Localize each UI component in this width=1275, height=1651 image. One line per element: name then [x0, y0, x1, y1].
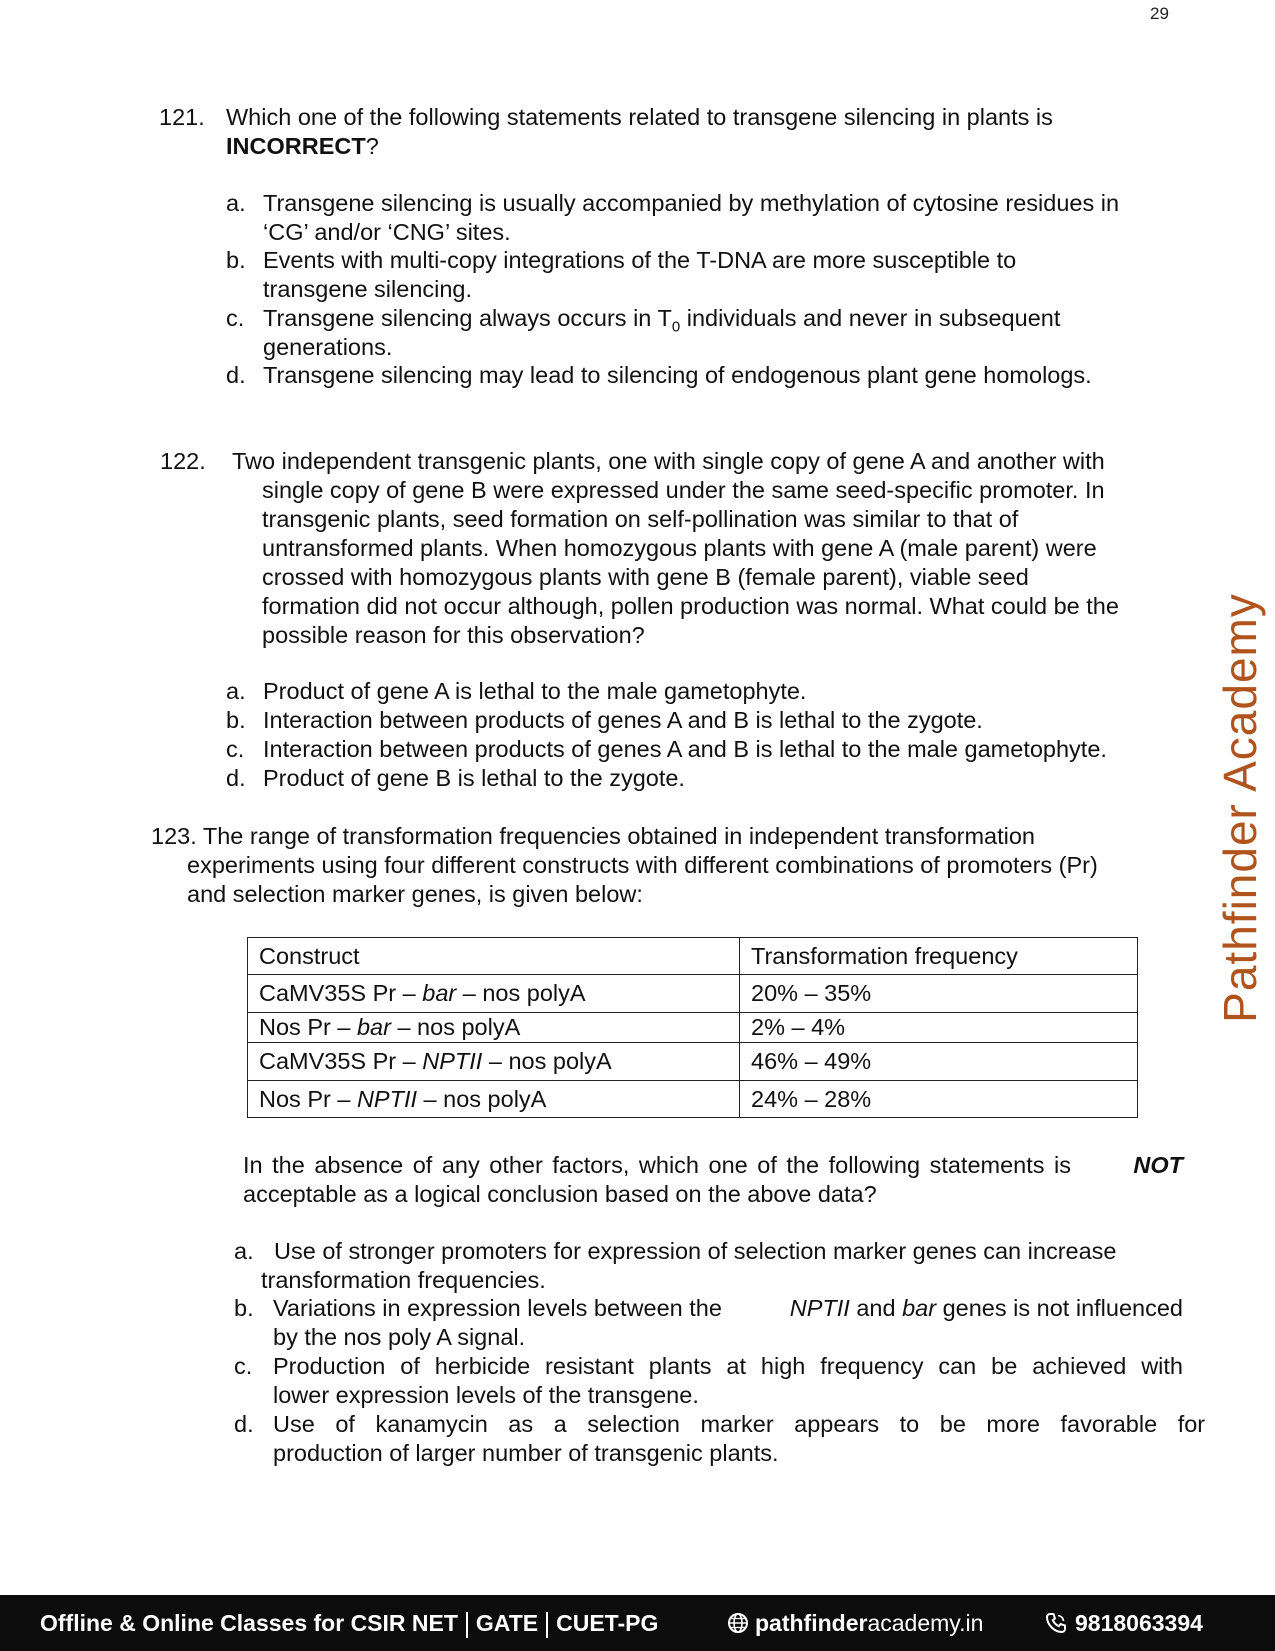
- table-cell-frequency: 2% – 4%: [740, 1013, 1138, 1043]
- table-cell-construct: Nos Pr – bar – nos polyA: [248, 1013, 740, 1043]
- constructs-table: [247, 937, 1138, 1118]
- table-cell-construct: CaMV35S Pr – NPTII – nos polyA: [248, 1043, 740, 1081]
- question-text: Which one of the following statements related to transgene silencing in plants is INCORRECT?: [226, 104, 1053, 159]
- globe-icon: [727, 1612, 749, 1634]
- question-123-stem: In the absence of any other factors, which one of the following statements is NOT acceptable as a logical conclusion based on the above data?: [243, 1152, 1183, 1207]
- table-row: [248, 1081, 1138, 1118]
- question-text: Two independent transgenic plants, one with single copy of gene A and another with single copy of gene B were expressed under the same seed-specific promoter. In transgenic plants, seed formation on self-pollination was similar to that of untransformed plants. When homozygous plants with gene A (male parent) were crossed with homozygous plants with gene B (female parent), viable seed formation did not occur although, pollen production was normal. What could be the possible reason for this observation?: [232, 448, 1119, 648]
- footer-phone[interactable]: 9818063394: [1045, 1610, 1203, 1637]
- emphasis-not: NOT: [1133, 1152, 1183, 1178]
- table-row: [248, 975, 1138, 1013]
- table-cell-frequency: 24% – 28%: [740, 1081, 1138, 1118]
- emphasis-incorrect: INCORRECT: [226, 133, 366, 159]
- footer-banner: [0, 1595, 1275, 1651]
- table-header-cell: Transformation frequency: [740, 938, 1138, 975]
- question-text-line: 123. The range of transformation frequencies obtained in independent transformation: [151, 823, 1036, 849]
- footer-classes: Offline & Online Classes for CSIR NET GATE CUET-PG: [40, 1610, 659, 1636]
- watermark: Pathfinder Academy: [1214, 593, 1266, 1023]
- page-number: 29: [1150, 4, 1169, 23]
- table-header-row: [248, 938, 1138, 975]
- question-123: [151, 822, 1098, 909]
- table-cell-construct: Nos Pr – NPTII – nos polyA: [248, 1081, 740, 1118]
- phone-icon: [1045, 1612, 1067, 1634]
- question-number: 121.: [159, 104, 205, 130]
- question-text-line: and selection marker genes, is given below:: [187, 881, 643, 907]
- question-number: 122.: [160, 448, 206, 474]
- question-text-line: experiments using four different constructs with different combinations of promoters (Pr): [187, 852, 1098, 878]
- table-row: [248, 1043, 1138, 1081]
- footer-website[interactable]: pathfinderacademy.in: [727, 1610, 983, 1637]
- table-cell-frequency: 46% – 49%: [740, 1043, 1138, 1081]
- table-row: [248, 1013, 1138, 1043]
- table-cell-frequency: 20% – 35%: [740, 975, 1138, 1013]
- table-header-cell: Construct: [248, 938, 740, 975]
- table-cell-construct: CaMV35S Pr – bar – nos polyA: [248, 975, 740, 1013]
